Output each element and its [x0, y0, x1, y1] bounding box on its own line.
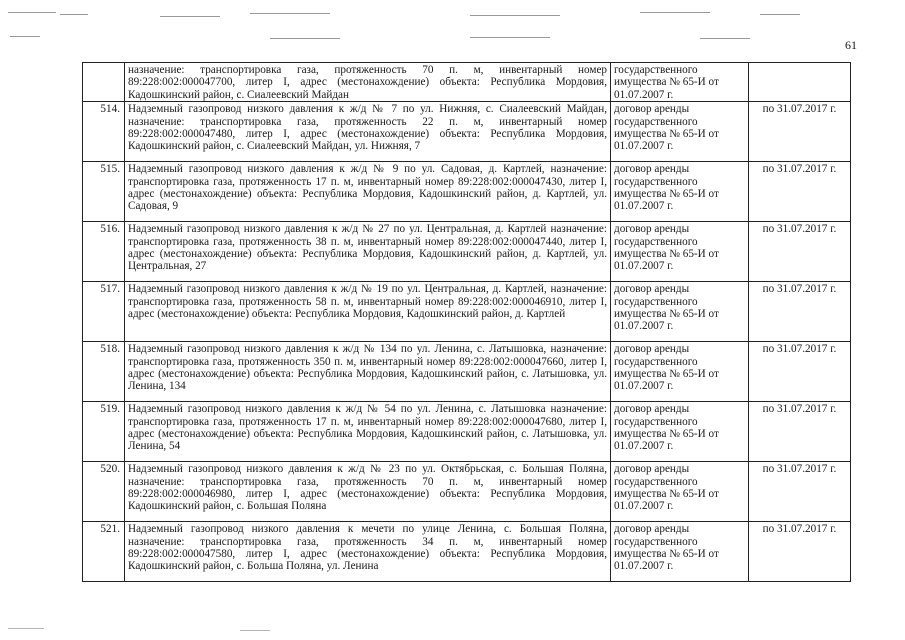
table-row — [83, 282, 851, 342]
table-row — [83, 342, 851, 402]
property-table-body — [83, 63, 851, 582]
page-number: 61 — [845, 38, 857, 52]
table-row — [83, 402, 851, 462]
row-term: по 31.07.2017 г. — [749, 102, 851, 162]
row-basis: договор аренды государственного имущества № 65-И от 01.07.2007 г. — [611, 222, 749, 282]
row-description: Надземный газопровод низкого давления к ж/д № 9 по ул. Садовая, д. Картлей, назначение: транспортировка газа, протяженность 17 п. м, инвентарный номер 89:228:002:000047430, литер I, адрес (местонахождение) объекта: Республика Мордовия, Кадошкинский район, д. Картлей, ул. Садовая, 9 — [125, 162, 611, 222]
row-description: Надземный газопровод низкого давления к ж/д № 54 по ул. Ленина, с. Латышовка назначение: транспортировка газа, протяженность 17 п. м, инвентарный номер 89:228:002:000047680, литер I, адрес (местонахождение) объекта: Республика Мордовия, Кадошкинский район, с. Латышовка, ул. Ленина, 54 — [125, 402, 611, 462]
row-description: Надземный газопровод низкого давления к ж/д № 7 по ул. Нижняя, с. Сиалеевский Майдан, назначение: транспортировка газа, протяженность 22 п. м, инвентарный номер 89:228:002:000047480, литер I, адрес (местонахождение) объекта: Республика Мордовия, Кадошкинский район, с. Сиалеевский Майдан, ул. Нижняя, 7 — [125, 102, 611, 162]
row-description: Надземный газопровод низкого давления к ж/д № 27 по ул. Центральная, д. Картлей назначение: транспортировка газа, протяженность 38 п. м, инвентарный номер 89:228:002:000047440, литер I, адрес (местонахождение) объекта: Республика Мордовия, Кадошкинский район, д. Картлей, ул. Центральная, 27 — [125, 222, 611, 282]
row-term — [749, 63, 851, 102]
table-row — [83, 63, 851, 102]
row-number: 514. — [83, 102, 125, 162]
row-number: 517. — [83, 282, 125, 342]
scan-noise-top — [0, 0, 905, 60]
property-table — [82, 62, 851, 582]
row-description: Надземный газопровод низкого давления к ж/д № 134 по ул. Ленина, с. Латышовка, назначение: транспортировка газа, протяженность 350 п. м, инвентарный номер 89:228:002:000047660, литер I, адрес (местонахождение) объекта: Республика Мордовия, Кадошкинский район, с. Латышовка, ул. Ленина, 134 — [125, 342, 611, 402]
row-term: по 31.07.2017 г. — [749, 342, 851, 402]
table-row — [83, 102, 851, 162]
row-number: 521. — [83, 522, 125, 582]
row-number: 515. — [83, 162, 125, 222]
table-row — [83, 522, 851, 582]
row-basis: договор аренды государственного имущества № 65-И от 01.07.2007 г. — [611, 522, 749, 582]
table-row — [83, 162, 851, 222]
row-term: по 31.07.2017 г. — [749, 462, 851, 522]
row-number: 520. — [83, 462, 125, 522]
row-basis: договор аренды государственного имущества № 65-И от 01.07.2007 г. — [611, 462, 749, 522]
table-row — [83, 222, 851, 282]
row-number — [83, 63, 125, 102]
row-term: по 31.07.2017 г. — [749, 402, 851, 462]
row-description: Надземный газопровод низкого давления к ж/д № 19 по ул. Центральная, д. Картлей, назначение: транспортировка газа, протяженность 58 п. м, инвентарный номер 89:228:002:000046910, литер I, адрес (местонахождение) объекта: Республика Мордовия, Кадошкинский район, д. Картлей — [125, 282, 611, 342]
scan-noise-bottom — [0, 620, 905, 640]
row-term: по 31.07.2017 г. — [749, 522, 851, 582]
table-row — [83, 462, 851, 522]
row-basis: договор аренды государственного имущества № 65-И от 01.07.2007 г. — [611, 162, 749, 222]
row-basis: договор аренды государственного имущества № 65-И от 01.07.2007 г. — [611, 402, 749, 462]
row-basis: договор аренды государственного имущества № 65-И от 01.07.2007 г. — [611, 282, 749, 342]
row-description: Надземный газопровод низкого давления к мечети по улице Ленина, с. Большая Поляна, назначение: транспортировка газа, протяженность 34 п. м, инвентарный номер 89:228:002:000047580, литер I, адрес (местонахождение) объекта: Республика Мордовия, Кадошкинский район, с. Больша Поляна, ул. Ленина — [125, 522, 611, 582]
row-basis: государственного имущества № 65-И от 01.07.2007 г. — [611, 63, 749, 102]
row-number: 519. — [83, 402, 125, 462]
row-description: назначение: транспортировка газа, протяженность 70 п. м, инвентарный номер 89:228:002:000047700, литер I, адрес (местонахождение) объекта: Республика Мордовия, Кадошкинский район, с. Сиалеевский Майдан — [125, 63, 611, 102]
row-description: Надземный газопровод низкого давления к ж/д № 23 по ул. Октябрьская, с. Большая Поляна, назначение: транспортировка газа, протяженность 70 п. м, инвентарный номер 89:228:002:000046980, литер I, адрес (местонахождение) объекта: Республика Мордовия, Кадошкинский район, с. Большая Поляна — [125, 462, 611, 522]
row-number: 516. — [83, 222, 125, 282]
row-term: по 31.07.2017 г. — [749, 222, 851, 282]
row-basis: договор аренды государственного имущества № 65-И от 01.07.2007 г. — [611, 102, 749, 162]
row-term: по 31.07.2017 г. — [749, 282, 851, 342]
row-term: по 31.07.2017 г. — [749, 162, 851, 222]
row-basis: договор аренды государственного имущества № 65-И от 01.07.2007 г. — [611, 342, 749, 402]
row-number: 518. — [83, 342, 125, 402]
